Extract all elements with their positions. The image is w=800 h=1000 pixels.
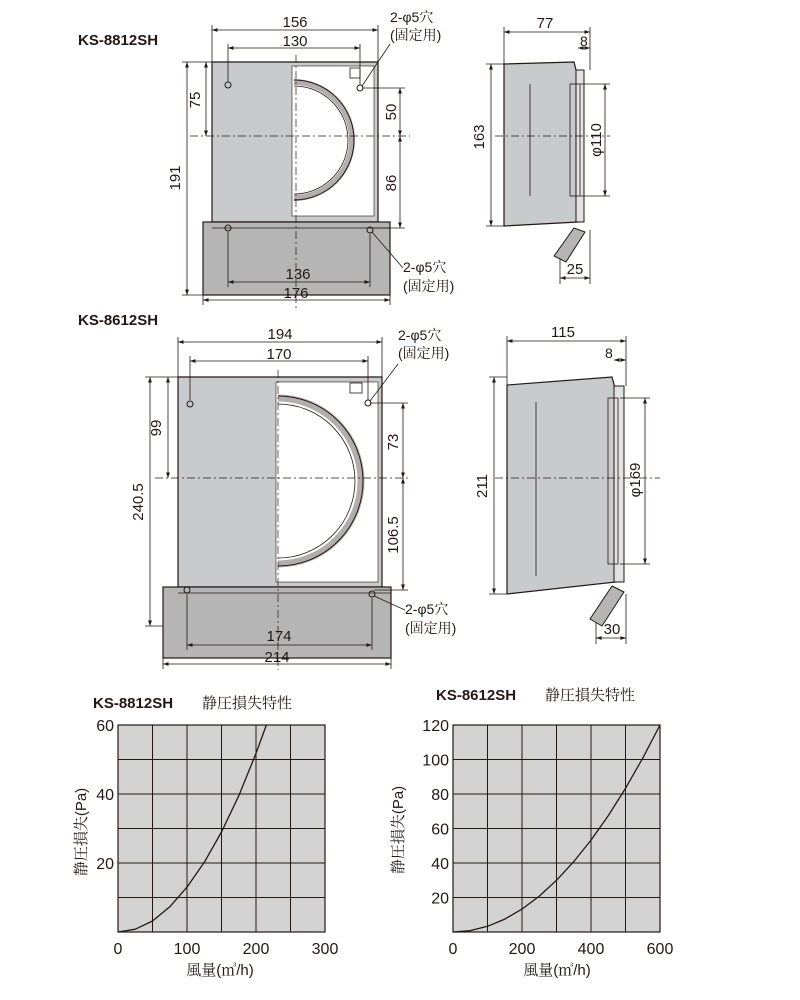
model-b-hole-note-top-sub: (固定用) <box>398 345 450 361</box>
chart-2-ytick-label: 100 <box>422 752 449 770</box>
model-b-title: KS-8612SH <box>78 312 159 329</box>
model-a-clip <box>350 68 360 78</box>
model-b-dim-bottom-outer: 214 <box>264 649 290 666</box>
model-a-dim-side-pipe: 25 <box>566 261 584 278</box>
model-b-hole-note-bottom: 2-φ5穴 <box>405 601 449 617</box>
chart-2-xtick-label: 400 <box>577 941 605 958</box>
model-b-dim-upper: 99 <box>148 419 165 437</box>
model-b-side-body <box>507 377 616 594</box>
model-b-dim-inner-top: 170 <box>266 346 292 363</box>
model-b-dim-side-dia: φ169 <box>627 462 644 498</box>
chart-ks8612sh <box>390 687 673 979</box>
model-b-dim-side-flange: 8 <box>605 345 613 361</box>
model-a-hole-note-bottom: 2-φ5穴 <box>403 259 447 275</box>
model-a-dim-side-height: 163 <box>471 124 488 150</box>
chart-2-ytick-label: 60 <box>431 821 449 839</box>
model-b-dim-side-depth: 115 <box>551 324 575 341</box>
model-b-dim-side-height: 211 <box>474 474 491 498</box>
chart-1-ytick-label: 60 <box>96 718 114 735</box>
model-a-dim-right-upper: 50 <box>383 103 400 121</box>
chart-2-ylabel: 静圧損失(Pa) <box>390 785 407 875</box>
model-b-dim-height: 240.5 <box>130 483 147 521</box>
chart-1-ylabel: 静圧損失(Pa) <box>73 787 90 877</box>
chart-2-title: KS-8612SH <box>436 687 517 704</box>
chart-ks8812sh <box>73 695 338 979</box>
model-b-dim-width-top: 194 <box>267 326 293 343</box>
model-a-dim-side-flange: 8 <box>580 33 588 49</box>
chart-2-subtitle: 静圧損失特性 <box>545 687 636 704</box>
chart-2-ytick-label: 120 <box>422 718 449 735</box>
model-b-hole-note-bottom-sub: (固定用) <box>405 620 457 636</box>
model-a-dim-inner-top: 130 <box>282 33 308 50</box>
model-b-side-drain <box>590 586 624 626</box>
model-a-dim-width-top: 156 <box>282 14 308 31</box>
chart-1-subtitle: 静圧損失特性 <box>202 695 293 712</box>
chart-1-xlabel: 風量(㎥/h) <box>186 962 254 979</box>
chart-1-title: KS-8812SH <box>93 695 174 712</box>
chart-2-xlabel: 風量(㎥/h) <box>523 962 591 979</box>
model-a-dim-side-dia: φ110 <box>588 123 605 157</box>
model-a-dim-bottom-inner: 136 <box>285 266 311 283</box>
model-b-dim-right-lower: 106.5 <box>385 516 402 554</box>
model-b-hole-note-top: 2-φ5穴 <box>398 327 442 343</box>
model-b-dim-right-upper: 73 <box>385 433 402 451</box>
chart-1-xtick-label: 200 <box>242 941 270 958</box>
chart-2-ytick-label: 80 <box>431 787 449 804</box>
chart-2-ytick-label: 20 <box>431 890 449 908</box>
model-a-dim-bottom-outer: 176 <box>283 285 309 302</box>
model-b-dim-side-pipe: 30 <box>603 621 621 638</box>
chart-1-xtick-label: 300 <box>311 941 339 958</box>
model-b-front-view <box>78 312 456 670</box>
model-a-dim-upper: 75 <box>187 91 204 109</box>
chart-1-xtick-label: 100 <box>173 941 201 958</box>
chart-2-ytick-label: 40 <box>431 856 449 873</box>
model-a-hole-note-bottom-sub: (固定用) <box>403 278 455 294</box>
chart-2-xtick-label: 0 <box>448 941 458 958</box>
model-b-side-view <box>474 324 660 644</box>
chart-2-xtick-label: 600 <box>646 941 674 958</box>
model-a-dim-side-depth: 77 <box>536 15 554 32</box>
model-a-dim-right-lower: 86 <box>383 174 400 192</box>
model-a-side-drain <box>554 228 585 262</box>
chart-1-xtick-label: 0 <box>113 941 123 958</box>
chart-1-ytick-label: 40 <box>96 787 114 804</box>
model-a-hole-note-top-sub: (固定用) <box>390 27 442 43</box>
model-a-side-view <box>471 15 610 284</box>
chart-1-ytick-label: 20 <box>96 856 114 873</box>
model-b-base <box>163 587 391 658</box>
model-b-dim-bottom-inner: 174 <box>266 628 292 645</box>
model-a-title: KS-8812SH <box>78 32 159 49</box>
chart-2-xtick-label: 200 <box>508 941 536 958</box>
model-a-hole-note-top: 2-φ5穴 <box>390 9 434 25</box>
model-a-side-body <box>504 62 578 226</box>
model-a-front-view <box>78 9 454 310</box>
model-a-dim-height: 191 <box>167 165 184 191</box>
